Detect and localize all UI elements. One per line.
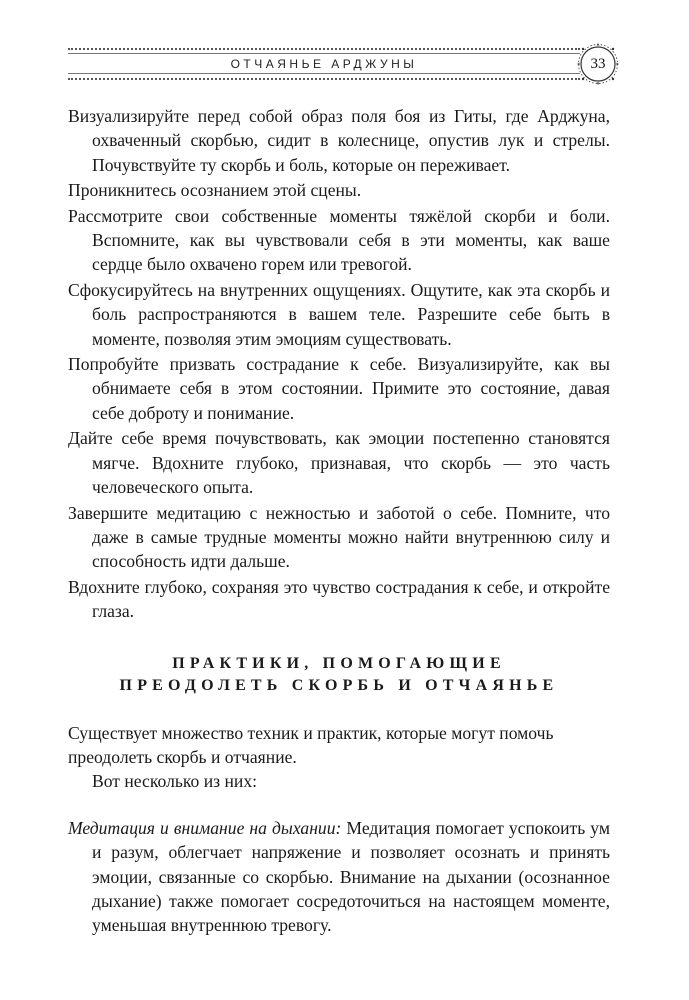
meditation-step: Визуализируйте перед собой образ поля боя из Гиты, где Арджуна, охваченный скорбью, сидит в колеснице, опустив лук и стрелы. Почувствуйте ту скорбь и боль, которые он переживает. xyxy=(68,106,610,175)
practice-item xyxy=(68,816,610,938)
meditation-step: Вдохните глубоко, сохраняя это чувство сострадания к себе, и откройте глаза. xyxy=(68,576,610,622)
meditation-step: Завершите медитацию с нежностью и заботой о себе. Помните, что даже в самые трудные моменты можно найти внутреннюю силу и способность идти дальше. xyxy=(68,502,610,572)
meditation-step: Рассмотрите свои собственные моменты тяжёлой скорби и боли. Вспомните, как вы чувствовали себя в эти моменты, как ваше сердце было охвачено горем или тревогой. xyxy=(68,205,610,275)
page-number: 33 xyxy=(590,56,606,72)
section-heading-line: ПРЕОДОЛЕТЬ СКОРБЬ И ОТЧАЯНЬЕ xyxy=(119,676,559,694)
section-heading xyxy=(68,653,610,697)
section-intro: Существует множество техник и практик, которые могут помочь преодолеть скорбь и отчаяние. xyxy=(68,722,554,767)
meditation-step: Дайте себе время почувствовать, как эмоции постепенно становятся мягче. Вдохните глубоко, признавая, что скорбь — это часть человеческого опыта. xyxy=(68,428,610,498)
header-rule-inner-bottom xyxy=(68,73,580,74)
running-title: ОТЧАЯНЬЕ АРДЖУНЫ xyxy=(230,57,418,71)
running-header xyxy=(68,44,634,84)
page-content xyxy=(68,104,610,938)
header-rule-inner-top xyxy=(68,53,580,54)
header-rule-bottom xyxy=(68,78,580,80)
section-intro-followup: Вот несколько из них: xyxy=(92,771,258,792)
meditation-step: Сфокусируйтесь на внутренних ощущениях. Ощутите, как эта скорбь и боль распространяются в вашем теле. Разрешите себе быть в моменте, позволяя этим эмоциям существовать. xyxy=(68,279,610,349)
practice-description: Медитация помогает успокоить ум и разум, облегчает напряжение и позволяет осознать и принять эмоции, связанные со скорбью. Внимание на дыхании (осознанное дыхание) также помогает сосредоточиться на настоящем моменте, уменьшая внутреннюю тревогу. xyxy=(92,817,610,936)
practice-term: Медитация и внимание на дыхании: xyxy=(68,817,342,838)
section-heading-line: ПРАКТИКИ, ПОМОГАЮЩИЕ xyxy=(172,654,506,672)
header-rule-top xyxy=(68,48,580,50)
meditation-step: Попробуйте призвать сострадание к себе. Визуализируйте, как вы обнимаете себя в этом состоянии. Примите это состояние, давая себе доброту и понимание. xyxy=(68,354,610,423)
meditation-step: Проникнитесь осознанием этой сцены. xyxy=(68,180,362,201)
